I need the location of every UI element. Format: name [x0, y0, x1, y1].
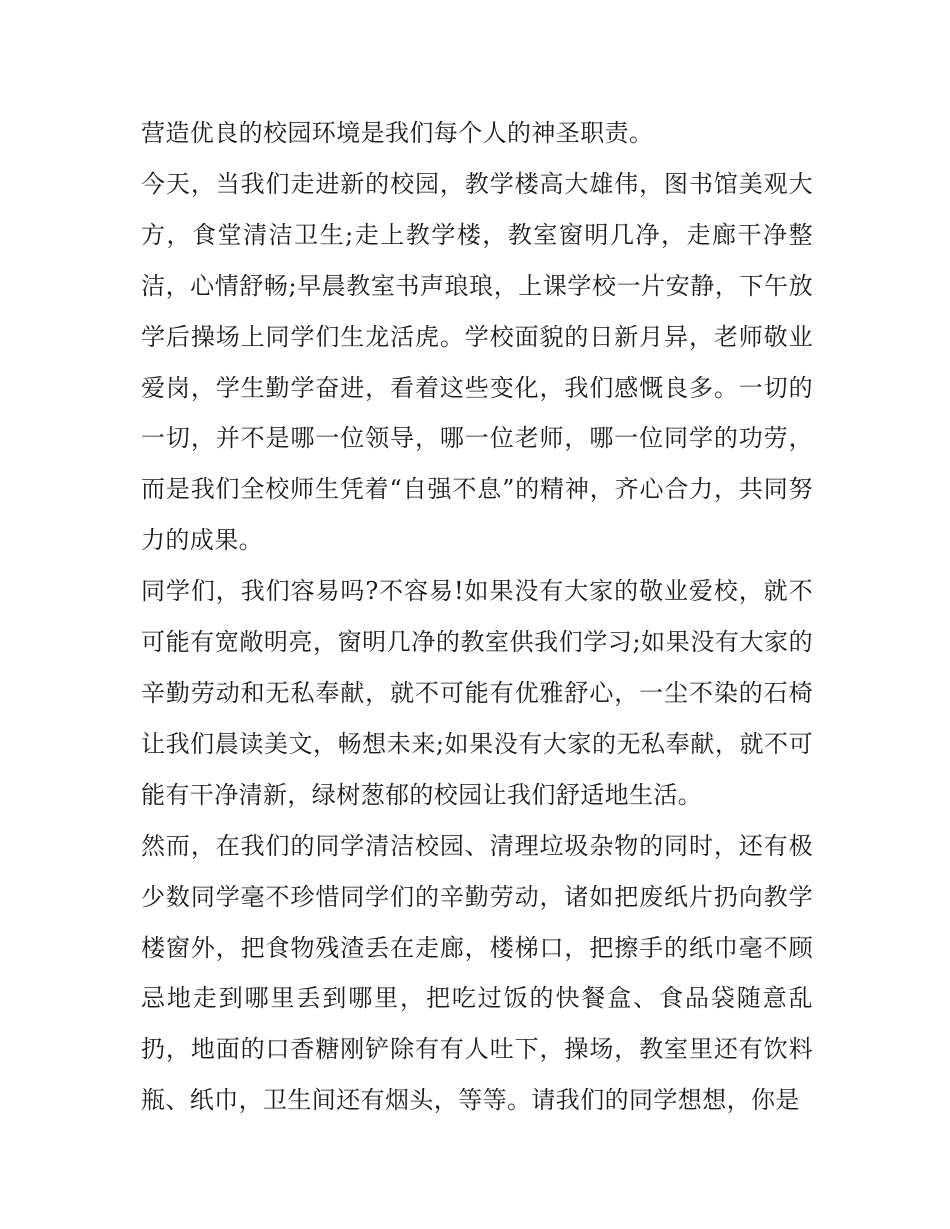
paragraph-4: 然而，在我们的同学清洁校园、清理垃圾杂物的同时，还有极少数同学毫不珍惜同学们的辛勤劳动，诸如把废纸片扔向教学楼窗外，把食物残渣丢在走廊，楼梯口，把擦手的纸巾毫不顾忌地走到哪里丢到哪里，把吃过饭的快餐盒、食品袋随意乱扔，地面的口香糖刚铲除有有人吐下，操场，教室里还有饮料瓶、纸巾，卫生间还有烟头，等等。请我们的同学想想，你是: [141, 831, 813, 1115]
document-body: [141, 108, 813, 1126]
paragraph-3: 同学们，我们容易吗?不容易!如果没有大家的敬业爱校，就不可能有宽敞明亮，窗明几净的教室供我们学习;如果没有大家的辛勤劳动和无私奉献，就不可能有优雅舒心，一尘不染的石椅让我们晨读美文，畅想未来;如果没有大家的无私奉献，就不可能有干净清新，绿树葱郁的校园让我们舒适地生活。: [141, 577, 813, 809]
paragraph-2: 今天，当我们走进新的校园，教学楼高大雄伟，图书馆美观大方，食堂清洁卫生;走上教学楼，教室窗明几净，走廊干净整洁，心情舒畅;早晨教室书声琅琅，上课学校一片安静，下午放学后操场上同学们生龙活虎。学校面貌的日新月异，老师敬业爱岗，学生勤学奋进，看着这些变化，我们感慨良多。一切的一切，并不是哪一位领导，哪一位老师，哪一位同学的功劳，而是我们全校师生凭着“自强不息”的精神，齐心合力，共同努力的成果。: [141, 169, 813, 555]
paragraph-1: 营造优良的校园环境是我们每个人的神圣职责。: [141, 119, 654, 147]
